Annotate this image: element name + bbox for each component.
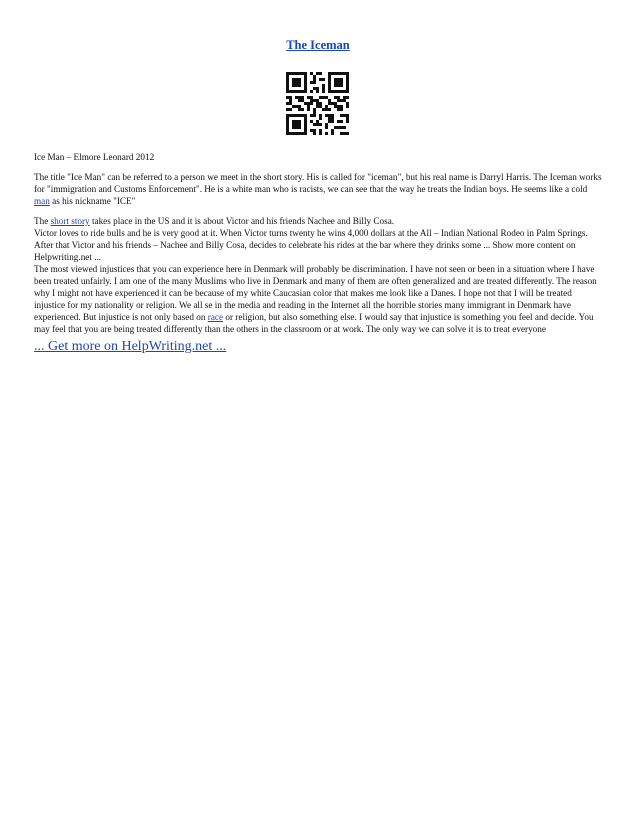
get-more-link[interactable]: ... Get more on HelpWriting.net ... bbox=[34, 339, 227, 354]
paragraph-3: Victor loves to ride bulls and he is very good at it. When Victor turns twenty he wins 4,000 dollars at the All – Indian National Rodeo in Palm Springs. After that Victor and his friends – Nachee and Billy Cosa, decides to celebrate his rides at the bar where they drinks some ... Show more content on Helpwriting.net ... bbox=[34, 228, 588, 262]
paragraph-4-start: The most viewed injustices that you can experience here in Denmark will probably be discrimination. I have not seen or been in a situation where I have been treated unfairly. I am one of the many Muslims who live in Denmark and many of them are often generalized and are treated differently. The reason why I might not have experienced it can be because of my white Caucasian color that makes me look like a Danes. I hope not that I will be treated injustice for my nationality or religion. We all se in the media and reading in the Internet all the horrible stories many immigrant in Denmark have experienced. But injustice is not only based on bbox=[34, 264, 597, 322]
document-title[interactable]: The Iceman bbox=[286, 38, 350, 52]
paragraph-1 bbox=[34, 171, 602, 207]
paragraph-2-end: takes place in the US and it is about Victor and his friends Nachee and Billy Cosa. bbox=[89, 216, 395, 226]
paragraph-4-end: or religion, but also something else. I would say that injustice is something you feel and decide. You may feel that you are being treated differently than the others in the classroom or at work. The only way we can solve it is to treat everyone bbox=[34, 312, 594, 334]
paragraph-2 bbox=[34, 215, 602, 227]
race-link[interactable]: race bbox=[207, 312, 224, 322]
paragraph-2-start: The bbox=[34, 216, 51, 226]
document-subtitle: Ice Man – Elmore Leonard 2012 bbox=[34, 152, 155, 162]
paragraph-1-end: as his nickname "ICE" bbox=[49, 196, 136, 206]
paragraph-1-text: The title "Ice Man" can be referred to a person we meet in the short story. His is called for "iceman", but his real name is Darryl Harris. The Iceman works for "immigration and Customs Enforcement". He is a white man who is racists, we can see that the way he treats the Indian boys. He seems like a cold bbox=[34, 172, 602, 194]
qr-code bbox=[286, 72, 349, 135]
document-body bbox=[34, 151, 602, 335]
short-story-link[interactable]: short story bbox=[50, 216, 90, 226]
paragraph-4 bbox=[34, 263, 602, 335]
man-link[interactable]: man bbox=[34, 196, 50, 206]
